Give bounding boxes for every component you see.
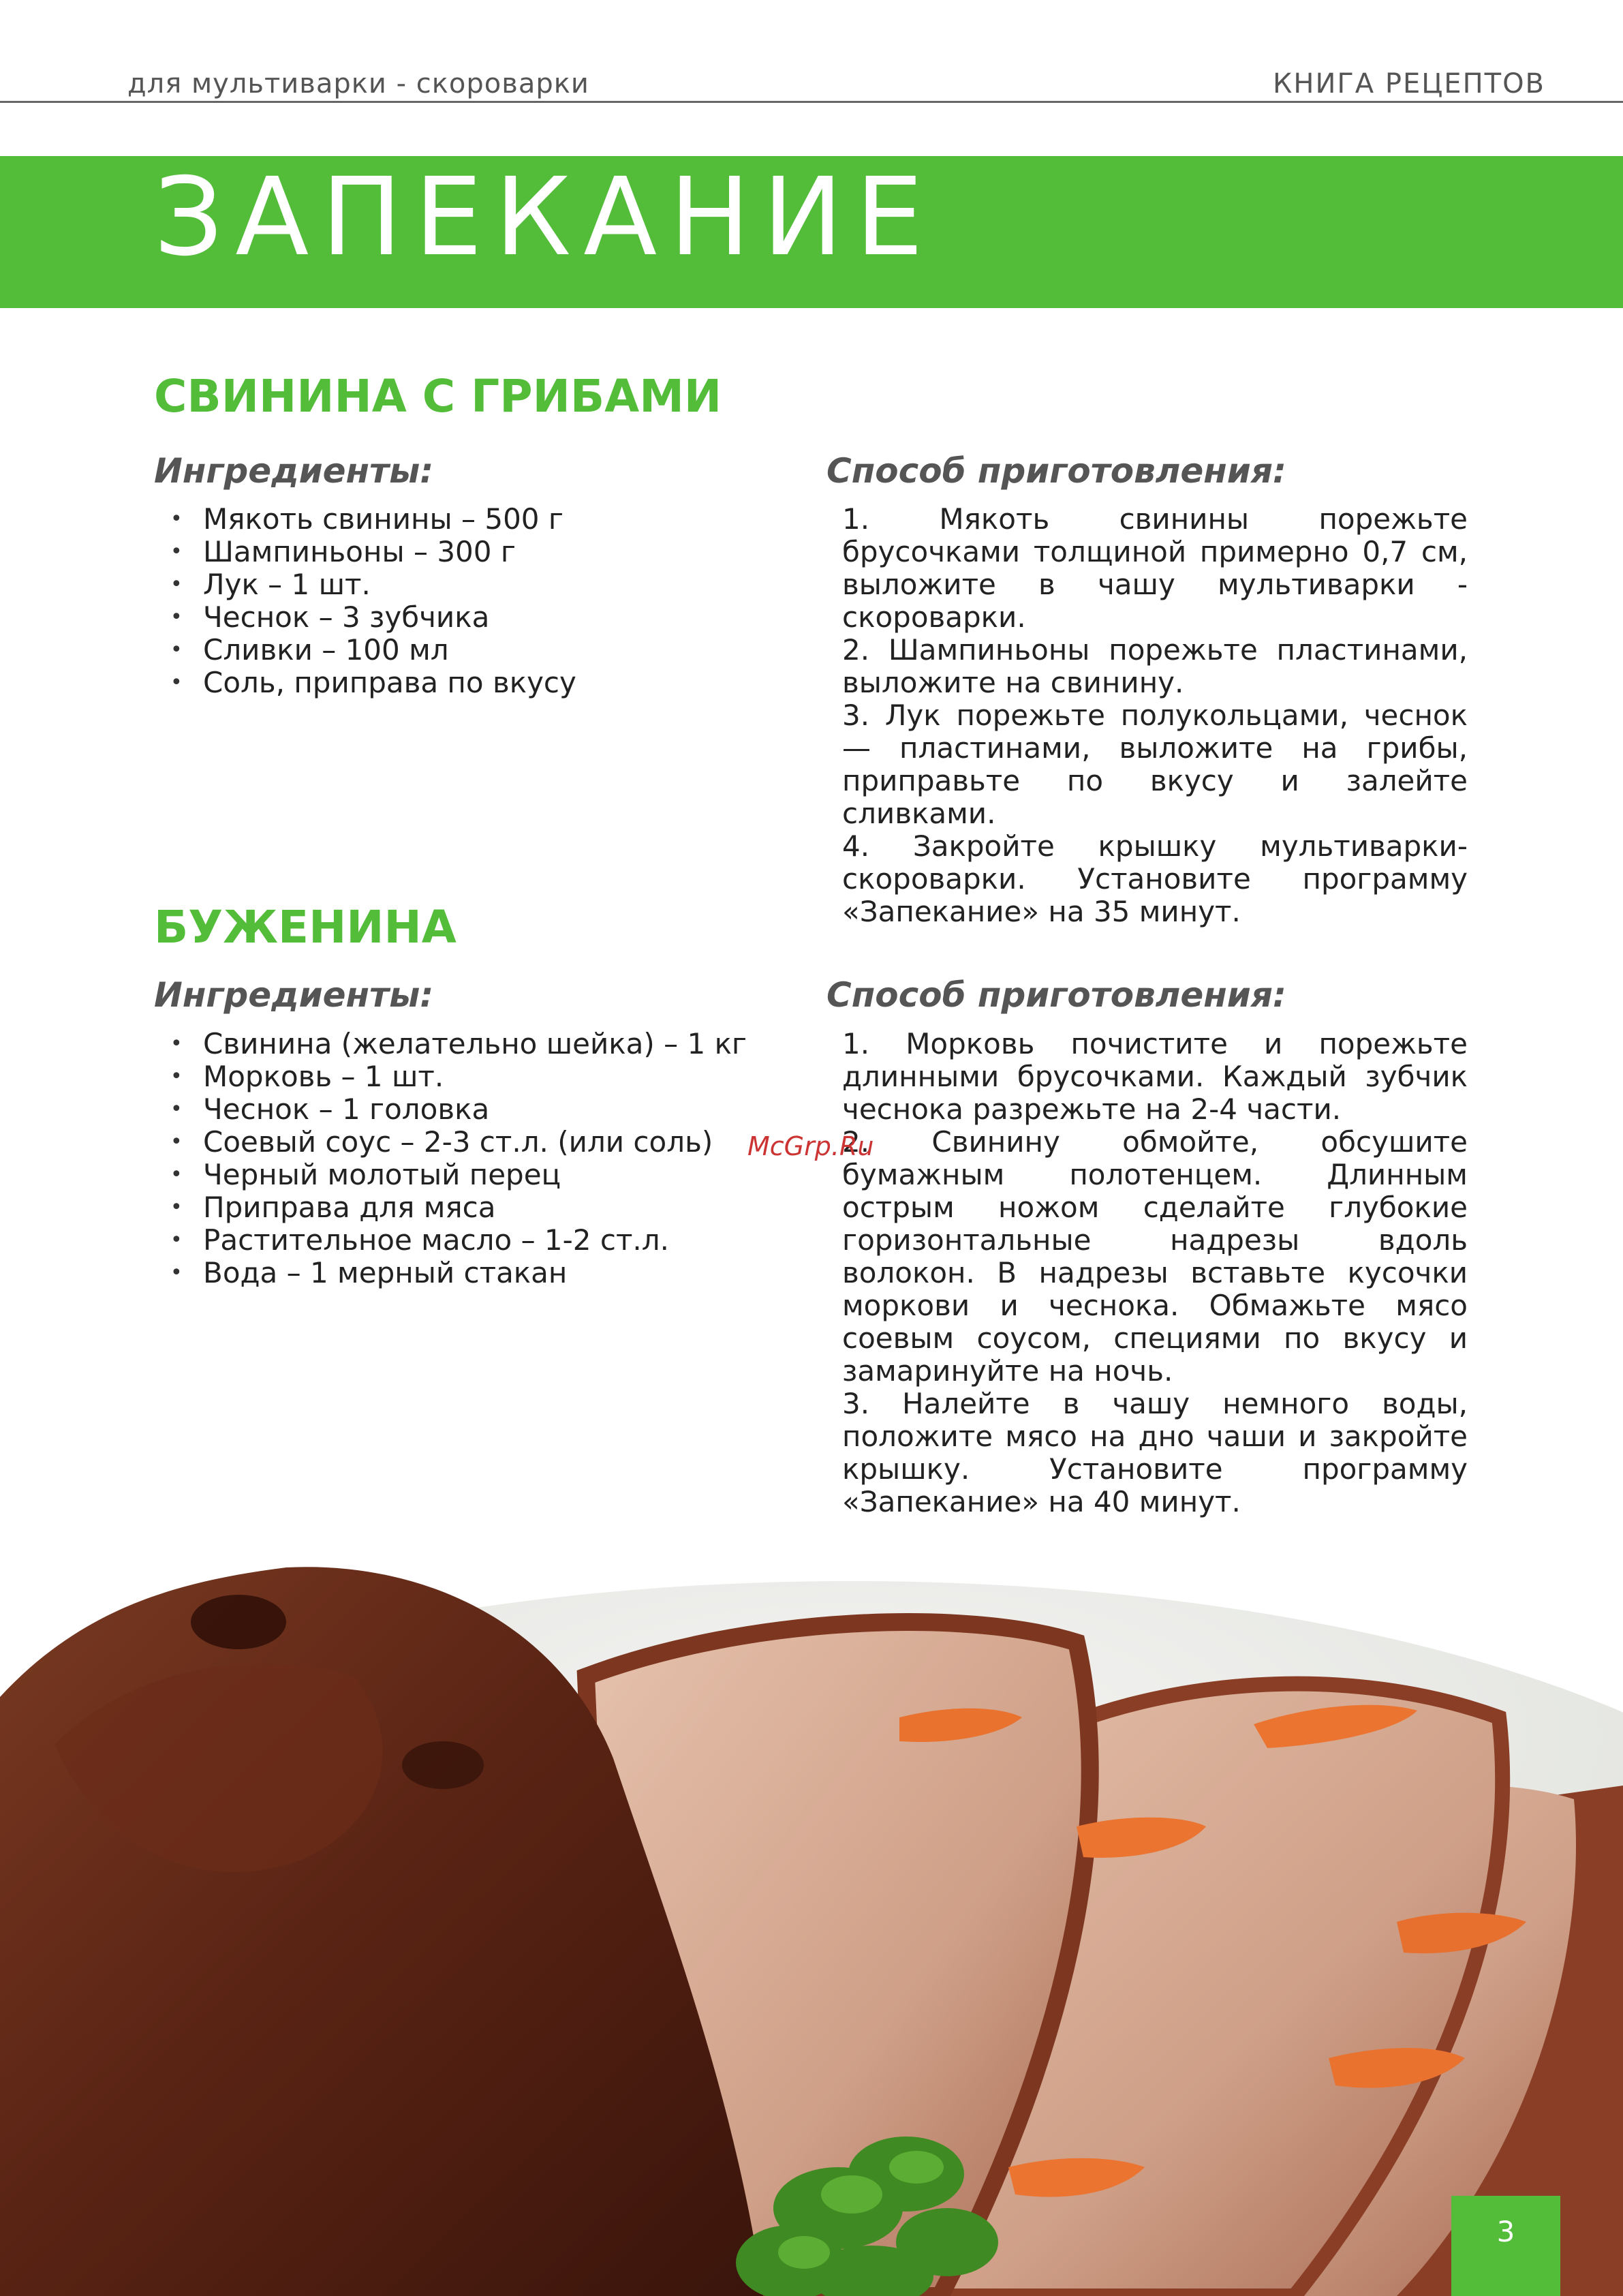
list-item: • Вода – 1 мерный стакан (154, 1257, 747, 1289)
page-number-box (1451, 2196, 1560, 2296)
list-item: • Соль, приправа по вкусу (154, 667, 576, 699)
list-item: • Чеснок – 3 зубчика (154, 601, 576, 634)
page-header-right: КНИГА РЕЦЕПТОВ (1272, 68, 1545, 100)
ingredients-list (154, 1028, 747, 1289)
list-item: • Мякоть свинины – 500 г (154, 503, 576, 536)
recipe-title-buzhenina: БУЖЕНИНА (154, 901, 457, 953)
page-number: 3 (1496, 2215, 1515, 2248)
method-heading: Способ приготовления: (826, 975, 1286, 1015)
list-item: • Морковь – 1 шт. (154, 1060, 747, 1093)
method-steps (842, 1028, 1468, 1518)
method-heading: Способ приготовления: (826, 451, 1286, 491)
ingredients-list (154, 503, 576, 699)
ingredients-heading: Ингредиенты: (154, 451, 434, 491)
method-step: 3. Лук порежьте полукольцами, чеснок — пластинами, выложите на грибы, приправьте по вкусу и залейте сливками. (842, 699, 1468, 830)
watermark: McGrp.Ru (747, 1131, 874, 1161)
method-step: 1. Морковь почистите и порежьте длинными брусочками. Каждый зубчик чеснока разрежьте на 2-4 части. (842, 1027, 1468, 1126)
method-steps (842, 503, 1468, 928)
method-step: 4. Закройте крышку мультиварки-скороварки. Установите программу «Запекание» на 35 минут. (842, 829, 1468, 928)
method-step: 2. Шампиньоны порежьте пластинами, выложите на свинину. (842, 633, 1468, 699)
list-item: • Приправа для мяса (154, 1191, 747, 1224)
method-step: 1. Мякоть свинины порежьте брусочками толщиной примерно 0,7 см, выложите в чашу мультиварки - скороварки. (842, 502, 1468, 634)
section-title: ЗАПЕКАНИЕ (154, 155, 936, 280)
list-item: • Соевый соус – 2-3 ст.л. (или соль) (154, 1126, 747, 1159)
list-item: • Свинина (желательно шейка) – 1 кг (154, 1028, 747, 1060)
list-item: • Черный молотый перец (154, 1159, 747, 1191)
method-step: 3. Налейте в чашу немного воды, положите мясо на дно чаши и закройте крышку. Установите программу «Запекание» на 40 минут. (842, 1387, 1468, 1518)
page-header-left: для мультиварки - скороварки (127, 68, 589, 100)
list-item: • Шампиньоны – 300 г (154, 536, 576, 568)
method-step: 2. Свинину обмойте, обсушите бумажным полотенцем. Длинным острым ножом сделайте глубокие горизонтальные надрезы вдоль волокон. В надрезы вставьте кусочки моркови и чеснока. Обмажьте мясо соевым соусом, специями по вкусу и замаринуйте на ночь. (842, 1125, 1468, 1388)
food-photo (0, 1540, 1623, 2296)
ingredients-heading: Ингредиенты: (154, 975, 434, 1015)
list-item: • Чеснок – 1 головка (154, 1093, 747, 1126)
list-item: • Растительное масло – 1-2 ст.л. (154, 1224, 747, 1257)
recipe-title-pork-mushrooms: СВИНИНА С ГРИБАМИ (154, 370, 722, 423)
list-item: • Лук – 1 шт. (154, 568, 576, 601)
list-item: • Сливки – 100 мл (154, 634, 576, 667)
header-rule (0, 101, 1623, 103)
